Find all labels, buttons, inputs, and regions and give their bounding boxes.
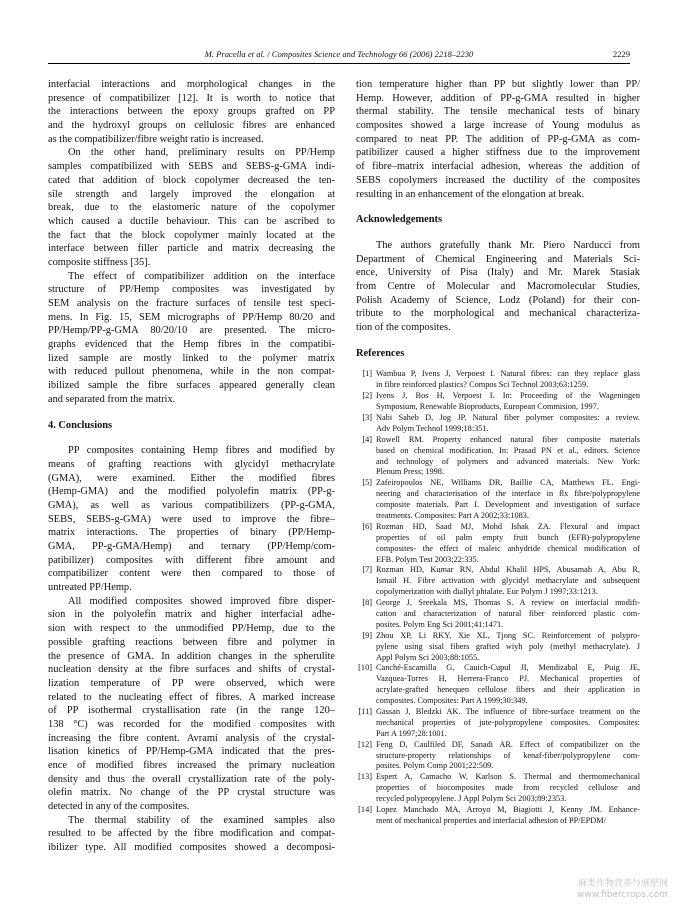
- text-line: interface between filler particle and matrix decreasing the: [48, 243, 335, 255]
- reference-number: [10]: [358, 663, 372, 673]
- text-line: patibilizer caused a higher stiffness due to the improvement: [356, 147, 640, 159]
- text-line: as the compatibilizer/fibre weight ratio is increased.: [48, 133, 264, 145]
- reference-line: Rozman HD, Saad MJ, Mohd Ishak ZA. Flexural and impact: [376, 521, 640, 531]
- reference-line: and technology of polymers and advanced materials. New York:: [376, 456, 640, 466]
- reference-text: [376, 413, 640, 435]
- spacer: [356, 201, 640, 213]
- journal-citation: M. Pracella et al. / Composites Science and Technology 66 (2006) 2218–2230: [204, 49, 474, 59]
- reference-line: Canché-Escamilla G, Cauich-Cupul JI, Mendizabal E, Puig JE,: [376, 663, 640, 673]
- spacer: [48, 432, 335, 444]
- text-line: compatibilizer content were then compared to those of: [48, 568, 335, 580]
- reference-line: Vazquea-Torres H, Herrera-Franco PJ. Mechanical properties of: [376, 674, 640, 684]
- reference-text: [376, 631, 640, 664]
- reference-item: [356, 663, 640, 707]
- text-line: increasing the fibre content. Avrami analysis of the crystal-: [48, 732, 335, 744]
- reference-line: EFB. Polym Test 2003;22:335.: [376, 554, 479, 564]
- reference-line: Lopez Manchado MA, Arroyo M, Biagiotti J, Kenny JM. Enhance-: [376, 805, 640, 814]
- reference-line: Rowell RM. Property enhanced natural fiber composite materials: [376, 434, 640, 444]
- text-line: (GMA), were examined. Either the modified fibres: [48, 472, 335, 484]
- text-line: the interactions between the epoxy groups grafted on PP: [48, 106, 335, 118]
- section-heading: Acknowledgements: [356, 214, 443, 226]
- reference-line: Appl Polym Sci 2003;88:1055.: [376, 652, 480, 662]
- reference-item: [356, 707, 640, 740]
- watermark-url: www.fibercrops.com: [577, 890, 668, 900]
- reference-line: Zhou XP, Li RKY, Xie XL, Tjong SC. Reinforcement of polypro-: [376, 630, 640, 640]
- reference-line: posites. Polym Comp 2001;22:509.: [376, 761, 494, 771]
- reference-line: properties of oil palm empty fruit bunch (EFB)-polypropylene: [376, 532, 640, 542]
- text-line: lization temperature of PP were observed, which were: [48, 677, 335, 689]
- text-line: untreated PP/Hemp.: [48, 582, 132, 594]
- text-line: The thermal stability of the examined samples also: [68, 814, 335, 826]
- reference-number: [3]: [362, 412, 372, 422]
- text-line: SEM analysis on the fracture surfaces of tensile test speci-: [48, 298, 335, 309]
- text-line: related to the nucleating effect of fibres. A marked increase: [48, 691, 335, 703]
- text-line: detected in any of the composites.: [48, 801, 190, 813]
- reference-line: Zafeiropoulos NE, Williams DR, Baillie CA, Matthews FL. Engi-: [376, 478, 640, 488]
- reference-item: [356, 435, 640, 479]
- text-line: ence, University of Pisa (Italy) and Mr. Marek Stasiak: [356, 267, 640, 279]
- text-line: cated that addition of block copolymer decreased the ten-: [48, 174, 335, 186]
- reference-number: [5]: [362, 478, 372, 488]
- page-number: 2229: [612, 49, 630, 59]
- text-line: possible grafting reactions between fibre and polymer in: [48, 636, 335, 648]
- text-line: lized sample are mostly linked to the polymer matrix: [48, 352, 335, 364]
- section-heading: References: [356, 347, 405, 359]
- reference-line: Rozman HD, Kumar RN, Abdul Khalil HPS, Abusamah A, Abu R,: [376, 565, 640, 575]
- reference-text: [376, 598, 640, 631]
- text-line: ibilizer type. All modified composites showed a decomposi-: [48, 842, 335, 854]
- reference-text: [376, 369, 640, 391]
- reference-text: [376, 565, 640, 598]
- text-line: with reduced pullout phenomena, while in the non compat-: [48, 366, 335, 378]
- reference-item: [356, 391, 640, 413]
- text-line: Polish Academy of Science, Lodz (Poland) for their con-: [356, 294, 640, 306]
- text-line: Department of Chemical Engineering and Materials Sci-: [356, 253, 640, 265]
- watermark: [518, 879, 668, 901]
- text-line: interfacial interactions and morphological changes in the: [48, 79, 335, 90]
- reference-number: [4]: [362, 434, 372, 444]
- text-line: The authors gratefully thank Mr. Piero Narducci from: [376, 239, 640, 251]
- text-line: lisation kinetics of PP/Hemp-GMA indicated that the pres-: [48, 746, 335, 758]
- reference-text: [376, 522, 640, 566]
- reference-line: composites- the effect of maleic anhydride chemical modification of: [376, 543, 640, 553]
- reference-line: based on chemical modification. In: Prasad PN et al., editors. Science: [376, 445, 640, 455]
- text-line: resulting in an enhancement of the elongation at break.: [356, 188, 585, 200]
- text-line: density and thus the overall crystallization rate of the poly-: [48, 773, 335, 785]
- reference-line: Part A 1997;28:1001.: [376, 728, 447, 738]
- text-line: compared to neat PP. The addition of PP-g-GMA as com-: [356, 133, 640, 145]
- text-line: tion of the composites.: [356, 322, 451, 333]
- reference-line: cation and characterization of natural fiber reinforced plastic com-: [376, 608, 640, 618]
- text-line: sion with respect to the unmodified PP/Hemp, due to the: [48, 623, 335, 635]
- reference-number: [13]: [358, 772, 372, 782]
- reference-line: pylene using sisal fibers grafted wiyh poly (methyl methacrylate). J: [376, 641, 640, 651]
- reference-line: Wambua P, Ivens J, Verpoest I. Natural fibres: can they replace glass: [376, 369, 640, 379]
- reference-line: Nabi Saheb D, Jog JP. Natural fiber polymer composites: a review.: [376, 412, 640, 422]
- reference-line: copolymerization with diallyl phtalate. Eur Polym J 1997;33:1213.: [376, 587, 598, 597]
- reference-line: Adv Polym Technol 1999;18:351.: [376, 423, 489, 433]
- reference-line: Ivens J, Bos H, Verpoest I. In: Proceeding of the Wageningen: [376, 391, 640, 401]
- spacer: [356, 360, 640, 367]
- reference-item: [356, 369, 640, 391]
- reference-line: Symposium, Renewable Bioproducts, European Commision, 1997.: [376, 402, 599, 412]
- text-line: means of grafting reactions with glycidyl methacrylate: [48, 458, 335, 470]
- spacer: [356, 335, 640, 347]
- reference-text: [376, 663, 640, 707]
- text-line: ence of modified fibres increased the primary nucleation: [48, 760, 335, 771]
- spacer: [356, 227, 640, 239]
- text-line: and the hydroxyl groups on cellulosic fibres are enhanced: [48, 120, 335, 132]
- reference-number: [8]: [362, 598, 372, 608]
- reference-line: Espert A, Camacho W, Karlson S. Thermal and thermomechanical: [376, 772, 640, 782]
- reference-item: [356, 565, 640, 598]
- text-line: the presence of GMA. In addition changes in the spherulite: [48, 650, 335, 662]
- text-line: sion in the polyolefin matrix and higher interfacial adhe-: [48, 609, 335, 621]
- reference-item: [356, 598, 640, 631]
- reference-number: [11]: [358, 706, 372, 716]
- reference-line: composite materials. Part I. Development and investigation of surface: [376, 500, 640, 510]
- reference-number: [7]: [362, 565, 372, 575]
- reference-line: neering and characterisation of the interface in flx fibre/polypropylene: [376, 489, 640, 499]
- reference-line: George J, Sreekala MS, Thomas S. A review on interfacial modifi-: [376, 598, 640, 608]
- text-line: thermal stability. The tensile mechanical tests of binary: [356, 106, 640, 118]
- reference-line: in fibre reinforced plastics? Compos Sci Technol 2003;63:1259.: [376, 380, 589, 390]
- reference-number: [12]: [358, 739, 372, 749]
- reference-text: [376, 478, 640, 522]
- reference-line: treatments. Composites: Part A 2002;33:1083.: [376, 510, 530, 520]
- reference-text: [376, 805, 640, 827]
- text-line: GMA, PP-g-GMA/Hemp) and ternary (PP/Hemp/com-: [48, 541, 335, 552]
- reference-line: mechanical properties of jute-polypropylene composites. Composites:: [376, 717, 640, 727]
- reference-line: properties of biocomposites made from recycled cellulose and: [376, 783, 640, 793]
- text-line: PP composites containing Hemp fibres and modified by: [68, 445, 335, 457]
- text-line: from Centre of Molecular and Macromolecular Studies,: [356, 280, 640, 292]
- text-line: of PP isothermal crystallisation rate (in the range 120–: [48, 705, 335, 717]
- reference-line: recycled polypropylene. J Appl Polym Sci 2003;89:2353.: [376, 794, 567, 804]
- text-line: and separated from the matrix.: [48, 393, 176, 405]
- reference-item: [356, 772, 640, 805]
- reference-line: composites. Composites: Part A 1999;30:349.: [376, 696, 528, 706]
- text-line: structure of PP/Hemp composites was investigated by: [48, 284, 335, 296]
- references-list: [356, 369, 640, 826]
- reference-line: Feng D, Caulfiled DF, Sanadi AR. Effect of compatibilizer on the: [376, 739, 640, 749]
- running-header: [48, 49, 630, 64]
- spacer: [48, 407, 335, 419]
- text-line: matrix interactions. The properties of binary (PP/Hemp-: [48, 527, 335, 539]
- text-line: The effect of compatibilizer addition on the interface: [68, 270, 335, 282]
- text-line: mens. In Fig. 15, SEM micrographs of PP/Hemp 80/20 and: [48, 311, 335, 323]
- reference-line: acrylate-grafted henequen cellulose fibers and their application in: [376, 685, 640, 695]
- text-line: break, due to the elastomeric nature of the copolymer: [48, 202, 335, 214]
- text-line: 138 °C) was recorded for the modified composites with: [48, 718, 335, 730]
- reference-line: Ismail H. Fibre activation with glycidyl methacrylate and subsequent: [376, 576, 640, 586]
- text-line: which caused a ductile behaviour. This can be ascribed to: [48, 215, 335, 227]
- text-line: resulted to be affected by the fibre modification and compat-: [48, 828, 335, 840]
- text-line: (Hemp-GMA) and the modified polyolefin matrix (PP-g-: [48, 486, 335, 498]
- text-line: presence of compatibilizer [12]. It is worth to notice that: [48, 92, 335, 104]
- reference-item: [356, 413, 640, 435]
- text-line: SEBS copolymers increased the ductility of the composites: [356, 174, 640, 186]
- text-line: ibilized sample the fibre surfaces appeared generally clean: [48, 380, 335, 392]
- reference-number: [9]: [362, 630, 372, 640]
- text-line: nucleation density at the fibre surfaces and shifts of crystal-: [48, 664, 335, 676]
- reference-number: [1]: [362, 369, 372, 379]
- text-line: All modified composites showed improved fibre disper-: [68, 595, 335, 607]
- text-line: SEBS, SEBS-g-GMA) were used to improve the fibre–: [48, 513, 335, 525]
- text-line: graphs evidenced that the Hemp fibres in the compatibi-: [48, 339, 335, 351]
- reference-item: [356, 478, 640, 522]
- section-heading: 4. Conclusions: [48, 419, 113, 431]
- text-line: On the other hand, preliminary results on PP/Hemp: [68, 147, 335, 159]
- text-line: of fibre–matrix interfacial adhesion, whereas the addition of: [356, 161, 640, 173]
- reference-item: [356, 631, 640, 664]
- watermark-cn: 麻类作物营养与施肥网: [577, 879, 668, 889]
- reference-line: Gassan J, Bledzki AK. The influence of fibre-surface treatment on the: [376, 706, 640, 716]
- text-line: Hemp. However, addition of PP-g-GMA resulted in higher: [356, 92, 640, 104]
- reference-number: [2]: [362, 391, 372, 401]
- text-line: the fact that the block copolymer mainly located at the: [48, 229, 335, 241]
- right-body: [356, 78, 640, 367]
- right-column: [356, 78, 640, 827]
- reference-line: ment of mechanical properties and interfacial adhesion of PP/EPDM/: [376, 815, 606, 825]
- reference-number: [14]: [358, 805, 372, 814]
- reference-line: Plenum Press; 1998.: [376, 467, 444, 477]
- reference-item: [356, 522, 640, 566]
- reference-line: posites. Polym Eng Sci 2001;41:1471.: [376, 619, 504, 629]
- text-line: sile strength and largely improved the elongation at: [48, 188, 335, 200]
- reference-number: [6]: [362, 521, 372, 531]
- text-line: tribute to the morphological and mechanical characteriza-: [356, 308, 640, 320]
- text-line: olefin matrix. No change of the PP crystal structure was: [48, 787, 335, 799]
- reference-text: [376, 435, 640, 479]
- reference-text: [376, 391, 640, 413]
- reference-text: [376, 772, 640, 805]
- left-column: [48, 78, 335, 855]
- text-line: samples compatibilized with SEBS and SEBS-g-GMA indi-: [48, 161, 335, 173]
- text-line: composites showed a large increase of Young modulus as: [356, 120, 640, 132]
- text-line: GMA), as well as various compatibilizers (PP-g-GMA,: [48, 499, 335, 511]
- reference-text: [376, 740, 640, 773]
- text-line: PP/Hemp/PP-g-GMA 80/20/10 are presented. The micro-: [48, 325, 335, 337]
- text-line: composite stiffness [35].: [48, 256, 151, 268]
- reference-item: [356, 740, 640, 773]
- text-line: tion temperature higher than PP but slightly lower than PP/: [356, 79, 640, 90]
- reference-item: [356, 805, 640, 827]
- reference-line: structure-property relationships of kenaf-fiber/polypropylene com-: [376, 750, 640, 760]
- reference-text: [376, 707, 640, 740]
- text-line: patibilizer) composites with different fibre amount and: [48, 554, 335, 566]
